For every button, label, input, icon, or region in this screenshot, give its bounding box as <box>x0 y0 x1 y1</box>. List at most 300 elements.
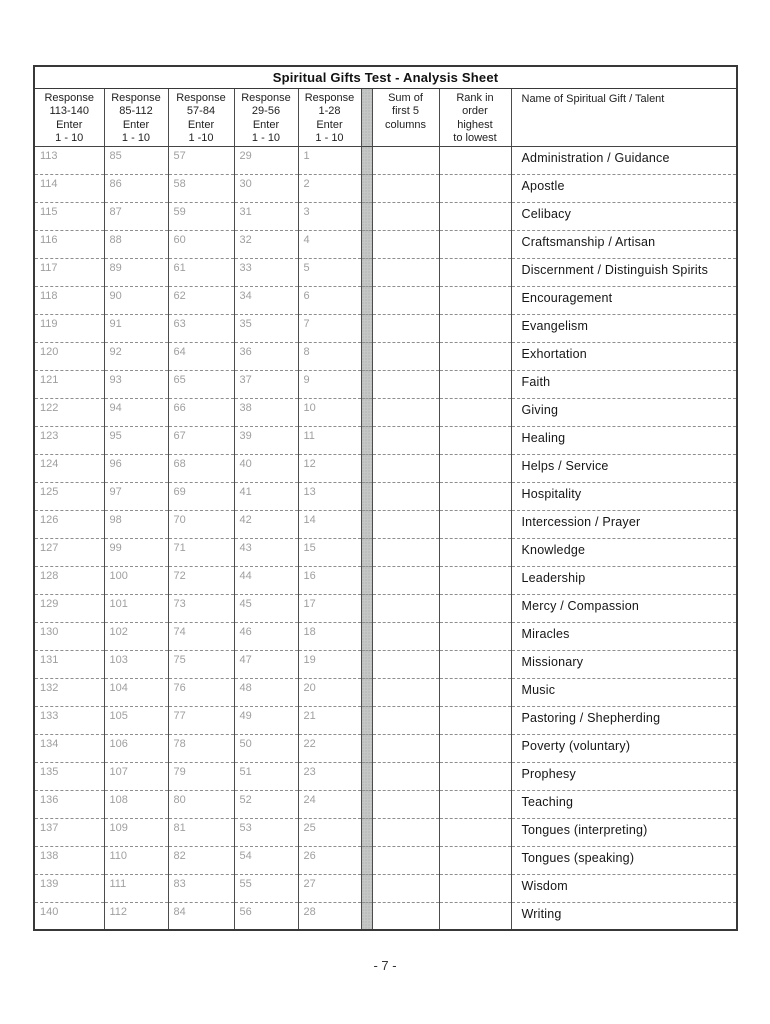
shaded-spacer-cell <box>361 230 372 258</box>
gift-row <box>34 426 737 454</box>
response-number-cell: 13 <box>298 482 361 510</box>
response-number-cell: 127 <box>34 538 104 566</box>
shaded-spacer-cell <box>361 286 372 314</box>
sum-cell <box>372 594 439 622</box>
gift-row <box>34 510 737 538</box>
gift-name-cell: Intercession / Prayer <box>511 510 737 538</box>
shaded-spacer-cell <box>361 594 372 622</box>
shaded-spacer-cell <box>361 678 372 706</box>
response-number-cell: 95 <box>104 426 168 454</box>
header-line: Response <box>304 91 355 104</box>
response-number-cell: 45 <box>234 594 298 622</box>
rank-cell <box>439 762 511 790</box>
shaded-spacer-cell <box>361 510 372 538</box>
response-number-cell: 55 <box>234 874 298 902</box>
response-number-cell: 15 <box>298 538 361 566</box>
response-number-cell: 74 <box>168 622 234 650</box>
rank-cell <box>439 510 511 538</box>
response-number-cell: 66 <box>168 398 234 426</box>
shaded-spacer-cell <box>361 398 372 426</box>
sum-cell <box>372 426 439 454</box>
response-number-cell: 49 <box>234 706 298 734</box>
response-number-cell: 130 <box>34 622 104 650</box>
rank-cell <box>439 370 511 398</box>
response-number-cell: 43 <box>234 538 298 566</box>
header-line: 1 -10 <box>188 132 214 144</box>
title-row <box>34 66 737 88</box>
response-number-cell: 64 <box>168 342 234 370</box>
response-number-cell: 118 <box>34 286 104 314</box>
header-sum-column <box>372 88 439 146</box>
gift-name-cell: Evangelism <box>511 314 737 342</box>
response-number-cell: 100 <box>104 566 168 594</box>
gift-name-cell: Exhortation <box>511 342 737 370</box>
response-number-cell: 11 <box>298 426 361 454</box>
gift-name-cell: Tongues (speaking) <box>511 846 737 874</box>
gift-row <box>34 342 737 370</box>
response-number-cell: 38 <box>234 398 298 426</box>
gift-row <box>34 482 737 510</box>
gift-row <box>34 566 737 594</box>
shaded-spacer-cell <box>361 902 372 930</box>
shaded-spacer-cell <box>361 818 372 846</box>
rank-cell <box>439 286 511 314</box>
header-line: Enter <box>187 118 215 131</box>
gift-row <box>34 230 737 258</box>
response-number-cell: 139 <box>34 874 104 902</box>
response-number-cell: 53 <box>234 818 298 846</box>
response-number-cell: 135 <box>34 762 104 790</box>
response-number-cell: 86 <box>104 174 168 202</box>
header-line: Enter <box>122 118 150 131</box>
header-name-column: Name of Spiritual Gift / Talent <box>511 88 737 146</box>
response-number-cell: 52 <box>234 790 298 818</box>
header-line: first 5 <box>392 105 419 117</box>
rank-cell <box>439 454 511 482</box>
gift-name-cell: Healing <box>511 426 737 454</box>
header-line: to lowest <box>453 132 497 144</box>
response-number-cell: 39 <box>234 426 298 454</box>
response-number-cell: 33 <box>234 258 298 286</box>
shaded-spacer-cell <box>361 454 372 482</box>
rank-cell <box>439 230 511 258</box>
gift-row <box>34 594 737 622</box>
header-line: Response <box>176 91 226 104</box>
response-number-cell: 108 <box>104 790 168 818</box>
gift-name-cell: Missionary <box>511 650 737 678</box>
response-number-cell: 128 <box>34 566 104 594</box>
sum-cell <box>372 706 439 734</box>
sum-cell <box>372 678 439 706</box>
gift-name-cell: Celibacy <box>511 202 737 230</box>
header-line: Response <box>241 91 291 104</box>
header-line: 1 - 10 <box>251 132 281 144</box>
rank-cell <box>439 594 511 622</box>
response-number-cell: 32 <box>234 230 298 258</box>
response-number-cell: 6 <box>298 286 361 314</box>
analysis-table-body <box>34 146 737 930</box>
response-number-cell: 77 <box>168 706 234 734</box>
response-number-cell: 107 <box>104 762 168 790</box>
shaded-spacer-cell <box>361 846 372 874</box>
shaded-spacer-cell <box>361 538 372 566</box>
shaded-spacer-cell <box>361 874 372 902</box>
response-number-cell: 29 <box>234 146 298 174</box>
sum-cell <box>372 314 439 342</box>
sum-cell <box>372 454 439 482</box>
gift-name-cell: Helps / Service <box>511 454 737 482</box>
sum-cell <box>372 482 439 510</box>
response-number-cell: 75 <box>168 650 234 678</box>
response-number-cell: 34 <box>234 286 298 314</box>
header-line: 1 - 10 <box>55 132 84 144</box>
rank-cell <box>439 258 511 286</box>
header-line: Enter <box>56 118 83 131</box>
response-number-cell: 10 <box>298 398 361 426</box>
response-number-cell: 106 <box>104 734 168 762</box>
response-number-cell: 71 <box>168 538 234 566</box>
gift-row <box>34 650 737 678</box>
gift-row <box>34 454 737 482</box>
header-response-col-5 <box>298 88 361 146</box>
response-number-cell: 80 <box>168 790 234 818</box>
response-number-cell: 94 <box>104 398 168 426</box>
response-number-cell: 113 <box>34 146 104 174</box>
response-number-cell: 5 <box>298 258 361 286</box>
shaded-spacer-cell <box>361 146 372 174</box>
sum-cell <box>372 902 439 930</box>
rank-cell <box>439 902 511 930</box>
shaded-spacer-cell <box>361 426 372 454</box>
shaded-spacer-cell <box>361 706 372 734</box>
gift-row <box>34 622 737 650</box>
gift-name-cell: Knowledge <box>511 538 737 566</box>
response-number-cell: 8 <box>298 342 361 370</box>
response-number-cell: 101 <box>104 594 168 622</box>
response-number-cell: 90 <box>104 286 168 314</box>
rank-cell <box>439 174 511 202</box>
rank-cell <box>439 398 511 426</box>
sum-cell <box>372 818 439 846</box>
gift-row <box>34 902 737 930</box>
header-line: 1 - 10 <box>315 132 344 144</box>
gift-name-cell: Music <box>511 678 737 706</box>
response-number-cell: 109 <box>104 818 168 846</box>
response-number-cell: 73 <box>168 594 234 622</box>
response-number-cell: 131 <box>34 650 104 678</box>
gift-row <box>34 846 737 874</box>
gift-name-cell: Miracles <box>511 622 737 650</box>
gift-name-cell: Craftsmanship / Artisan <box>511 230 737 258</box>
response-number-cell: 28 <box>298 902 361 930</box>
gift-row <box>34 818 737 846</box>
rank-cell <box>439 426 511 454</box>
response-number-cell: 102 <box>104 622 168 650</box>
rank-cell <box>439 146 511 174</box>
header-line: Sum of <box>388 91 423 104</box>
sum-cell <box>372 874 439 902</box>
response-number-cell: 20 <box>298 678 361 706</box>
sum-cell <box>372 370 439 398</box>
rank-cell <box>439 706 511 734</box>
response-number-cell: 99 <box>104 538 168 566</box>
sum-cell <box>372 762 439 790</box>
response-number-cell: 68 <box>168 454 234 482</box>
gift-name-cell: Teaching <box>511 790 737 818</box>
response-number-cell: 111 <box>104 874 168 902</box>
response-number-cell: 30 <box>234 174 298 202</box>
response-number-cell: 138 <box>34 846 104 874</box>
response-number-cell: 61 <box>168 258 234 286</box>
sum-cell <box>372 230 439 258</box>
sum-cell <box>372 538 439 566</box>
header-line: Enter <box>252 118 280 131</box>
gift-name-cell: Pastoring / Shepherding <box>511 706 737 734</box>
rank-cell <box>439 538 511 566</box>
sum-cell <box>372 286 439 314</box>
gift-row <box>34 258 737 286</box>
gift-name-cell: Administration / Guidance <box>511 146 737 174</box>
response-number-cell: 41 <box>234 482 298 510</box>
response-number-cell: 105 <box>104 706 168 734</box>
response-number-cell: 23 <box>298 762 361 790</box>
rank-cell <box>439 622 511 650</box>
response-number-cell: 97 <box>104 482 168 510</box>
response-number-cell: 104 <box>104 678 168 706</box>
response-number-cell: 42 <box>234 510 298 538</box>
gift-row <box>34 398 737 426</box>
gift-row <box>34 370 737 398</box>
response-number-cell: 16 <box>298 566 361 594</box>
response-number-cell: 50 <box>234 734 298 762</box>
response-number-cell: 140 <box>34 902 104 930</box>
rank-cell <box>439 790 511 818</box>
response-number-cell: 58 <box>168 174 234 202</box>
gift-name-cell: Tongues (interpreting) <box>511 818 737 846</box>
rank-cell <box>439 734 511 762</box>
gift-row <box>34 202 737 230</box>
response-number-cell: 112 <box>104 902 168 930</box>
gift-name-cell: Writing <box>511 902 737 930</box>
response-number-cell: 92 <box>104 342 168 370</box>
response-number-cell: 110 <box>104 846 168 874</box>
gift-row <box>34 146 737 174</box>
gift-name-cell: Apostle <box>511 174 737 202</box>
rank-cell <box>439 678 511 706</box>
shaded-spacer-cell <box>361 202 372 230</box>
response-number-cell: 27 <box>298 874 361 902</box>
sum-cell <box>372 342 439 370</box>
response-number-cell: 120 <box>34 342 104 370</box>
response-number-cell: 59 <box>168 202 234 230</box>
response-number-cell: 85 <box>104 146 168 174</box>
response-number-cell: 4 <box>298 230 361 258</box>
gift-name-cell: Prophesy <box>511 762 737 790</box>
response-number-cell: 78 <box>168 734 234 762</box>
page-number: - 7 - <box>373 958 397 973</box>
response-number-cell: 40 <box>234 454 298 482</box>
response-number-cell: 60 <box>168 230 234 258</box>
header-line: Enter <box>316 118 343 131</box>
gift-row <box>34 874 737 902</box>
column-header-row <box>34 88 737 146</box>
header-line: Rank in <box>456 91 494 104</box>
shaded-spacer-cell <box>361 314 372 342</box>
rank-cell <box>439 818 511 846</box>
gift-name-cell: Mercy / Compassion <box>511 594 737 622</box>
response-number-cell: 47 <box>234 650 298 678</box>
response-number-cell: 116 <box>34 230 104 258</box>
response-number-cell: 44 <box>234 566 298 594</box>
response-number-cell: 62 <box>168 286 234 314</box>
response-number-cell: 84 <box>168 902 234 930</box>
sum-cell <box>372 846 439 874</box>
response-number-cell: 122 <box>34 398 104 426</box>
header-line: 85-112 <box>119 105 153 117</box>
header-line: 1 - 10 <box>121 132 151 144</box>
response-number-cell: 48 <box>234 678 298 706</box>
sum-cell <box>372 566 439 594</box>
response-number-cell: 98 <box>104 510 168 538</box>
response-number-cell: 81 <box>168 818 234 846</box>
response-number-cell: 37 <box>234 370 298 398</box>
gift-row <box>34 314 737 342</box>
header-line: order <box>462 105 488 117</box>
header-response-col-4 <box>234 88 298 146</box>
response-number-cell: 70 <box>168 510 234 538</box>
response-number-cell: 114 <box>34 174 104 202</box>
response-number-cell: 25 <box>298 818 361 846</box>
response-number-cell: 54 <box>234 846 298 874</box>
shaded-spacer-cell <box>361 482 372 510</box>
response-number-cell: 19 <box>298 650 361 678</box>
header-line: Response <box>111 91 161 104</box>
response-number-cell: 31 <box>234 202 298 230</box>
gift-name-cell: Faith <box>511 370 737 398</box>
response-number-cell: 91 <box>104 314 168 342</box>
analysis-table <box>33 65 738 931</box>
response-number-cell: 115 <box>34 202 104 230</box>
response-number-cell: 93 <box>104 370 168 398</box>
response-number-cell: 9 <box>298 370 361 398</box>
sum-cell <box>372 174 439 202</box>
sum-cell <box>372 622 439 650</box>
response-number-cell: 21 <box>298 706 361 734</box>
response-number-cell: 69 <box>168 482 234 510</box>
response-number-cell: 24 <box>298 790 361 818</box>
gift-row <box>34 706 737 734</box>
gift-name-cell: Wisdom <box>511 874 737 902</box>
header-shaded-spacer <box>361 88 372 146</box>
response-number-cell: 123 <box>34 426 104 454</box>
header-rank-column <box>439 88 511 146</box>
gift-name-cell: Leadership <box>511 566 737 594</box>
response-number-cell: 89 <box>104 258 168 286</box>
gift-name-cell: Encouragement <box>511 286 737 314</box>
response-number-cell: 132 <box>34 678 104 706</box>
sum-cell <box>372 790 439 818</box>
response-number-cell: 87 <box>104 202 168 230</box>
shaded-spacer-cell <box>361 258 372 286</box>
header-line: 29-56 <box>251 105 281 117</box>
rank-cell <box>439 314 511 342</box>
header-line: Response <box>44 91 95 104</box>
shaded-spacer-cell <box>361 650 372 678</box>
shaded-spacer-cell <box>361 762 372 790</box>
header-line: 57-84 <box>186 105 216 117</box>
gift-name-cell: Giving <box>511 398 737 426</box>
header-response-col-2 <box>104 88 168 146</box>
shaded-spacer-cell <box>361 342 372 370</box>
response-number-cell: 76 <box>168 678 234 706</box>
response-number-cell: 7 <box>298 314 361 342</box>
rank-cell <box>439 566 511 594</box>
gift-row <box>34 174 737 202</box>
rank-cell <box>439 846 511 874</box>
response-number-cell: 1 <box>298 146 361 174</box>
response-number-cell: 119 <box>34 314 104 342</box>
rank-cell <box>439 482 511 510</box>
gift-name-cell: Hospitality <box>511 482 737 510</box>
response-number-cell: 103 <box>104 650 168 678</box>
header-response-col-1 <box>34 88 104 146</box>
sum-cell <box>372 650 439 678</box>
response-number-cell: 57 <box>168 146 234 174</box>
response-number-cell: 12 <box>298 454 361 482</box>
shaded-spacer-cell <box>361 622 372 650</box>
response-number-cell: 2 <box>298 174 361 202</box>
response-number-cell: 137 <box>34 818 104 846</box>
response-number-cell: 136 <box>34 790 104 818</box>
gift-name-cell: Poverty (voluntary) <box>511 734 737 762</box>
header-line: 1-28 <box>318 105 341 117</box>
response-number-cell: 36 <box>234 342 298 370</box>
sum-cell <box>372 258 439 286</box>
response-number-cell: 129 <box>34 594 104 622</box>
rank-cell <box>439 342 511 370</box>
response-number-cell: 72 <box>168 566 234 594</box>
gift-name-cell: Discernment / Distinguish Spirits <box>511 258 737 286</box>
sum-cell <box>372 398 439 426</box>
gift-row <box>34 790 737 818</box>
response-number-cell: 117 <box>34 258 104 286</box>
response-number-cell: 18 <box>298 622 361 650</box>
sum-cell <box>372 202 439 230</box>
gift-row <box>34 678 737 706</box>
header-line: highest <box>457 118 493 131</box>
shaded-spacer-cell <box>361 734 372 762</box>
response-number-cell: 126 <box>34 510 104 538</box>
rank-cell <box>439 874 511 902</box>
response-number-cell: 82 <box>168 846 234 874</box>
shaded-spacer-cell <box>361 566 372 594</box>
response-number-cell: 63 <box>168 314 234 342</box>
response-number-cell: 17 <box>298 594 361 622</box>
response-number-cell: 46 <box>234 622 298 650</box>
header-line: 113-140 <box>49 105 90 117</box>
response-number-cell: 35 <box>234 314 298 342</box>
response-number-cell: 88 <box>104 230 168 258</box>
sum-cell <box>372 146 439 174</box>
rank-cell <box>439 650 511 678</box>
response-number-cell: 51 <box>234 762 298 790</box>
header-line: columns <box>385 118 426 131</box>
rank-cell <box>439 202 511 230</box>
table-title: Spiritual Gifts Test - Analysis Sheet <box>34 66 737 88</box>
response-number-cell: 14 <box>298 510 361 538</box>
response-number-cell: 134 <box>34 734 104 762</box>
shaded-spacer-cell <box>361 790 372 818</box>
